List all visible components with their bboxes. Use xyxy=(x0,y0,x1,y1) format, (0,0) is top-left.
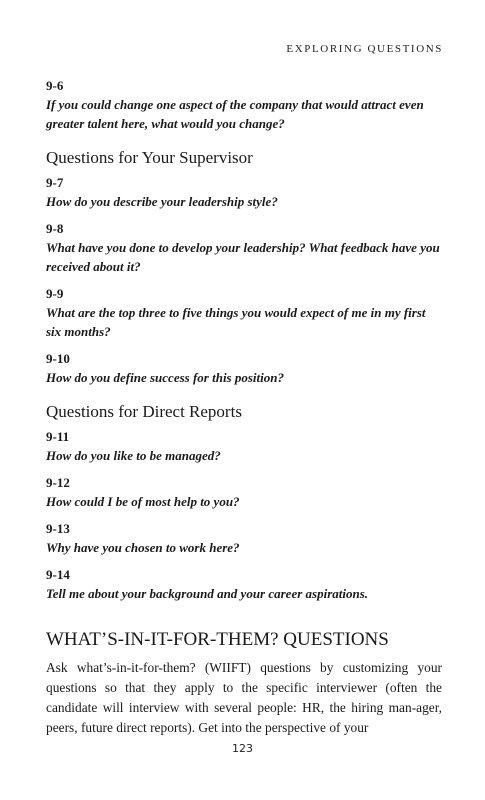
question-text: What have you done to develop your leadership? What feedback have you received about it? xyxy=(46,240,440,274)
question-text: Why have you chosen to work here? xyxy=(46,540,240,555)
section-heading-supervisor: Questions for Your Supervisor xyxy=(46,148,253,167)
question-text: If you could change one aspect of the company that would attract even greater talent here, what would you change? xyxy=(46,97,424,131)
section-heading-direct-reports: Questions for Direct Reports xyxy=(46,402,242,421)
question-number: 9-14 xyxy=(46,567,70,582)
question-text: How do you like to be managed? xyxy=(46,448,221,463)
question-text: What are the top three to five things you would expect of me in my first six months? xyxy=(46,305,426,339)
question-number: 9-9 xyxy=(46,286,64,301)
question-number: 9-10 xyxy=(46,351,70,366)
question-number: 9-13 xyxy=(46,521,70,536)
question-number: 9-12 xyxy=(46,475,70,490)
question-number: 9-6 xyxy=(46,78,64,93)
body-paragraph: Ask what’s-in-it-for-them? (WIIFT) questions by customizing your questions so that they apply to the specific interviewer (often the candidate will interview with several people: HR, the hiring man-ager, peers, future direct reports). Get into the perspective of your xyxy=(46,660,442,735)
page-content xyxy=(46,77,442,738)
running-head: EXPLORING QUESTIONS xyxy=(286,43,443,55)
question-text: How could I be of most help to you? xyxy=(46,494,240,509)
question-number: 9-7 xyxy=(46,175,64,190)
question-number: 9-8 xyxy=(46,221,64,236)
question-text: How do you define success for this position? xyxy=(46,370,284,385)
question-text: Tell me about your background and your career aspirations. xyxy=(46,586,369,601)
page-number: 123 xyxy=(232,742,253,755)
wiift-heading: WHAT’S-IN-IT-FOR-THEM? QUESTIONS xyxy=(46,629,389,650)
question-number: 9-11 xyxy=(46,429,70,444)
question-text: How do you describe your leadership style? xyxy=(46,194,278,209)
